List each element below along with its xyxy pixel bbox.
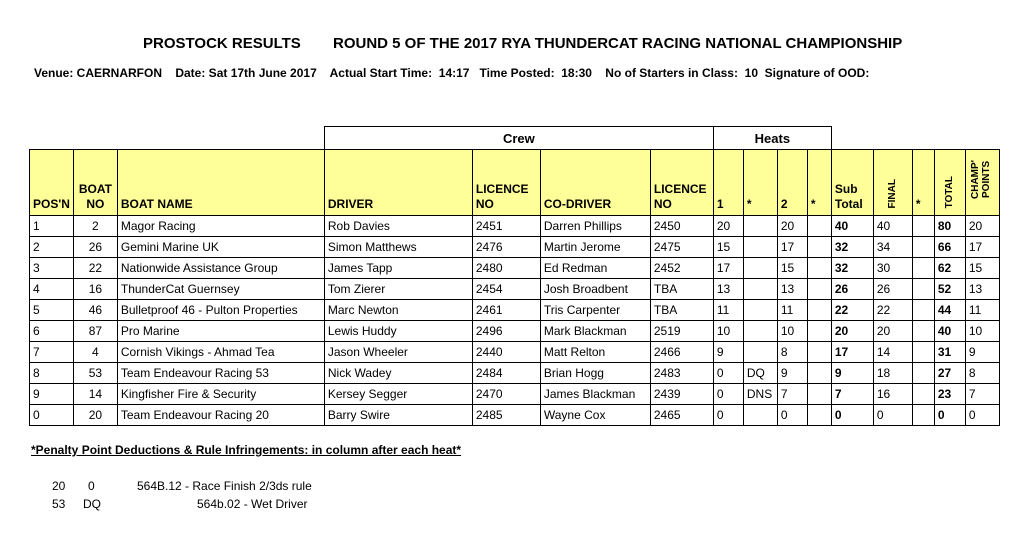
cell-final: 14 [873, 342, 912, 363]
cell-boat-no: 53 [73, 363, 117, 384]
cell-codriver: Brian Hogg [540, 363, 650, 384]
cell-h1: 0 [713, 363, 743, 384]
cell-s1 [743, 342, 777, 363]
cell-licence2: 2450 [650, 216, 713, 237]
penalty-boat: 53 [52, 497, 66, 511]
cell-final: 30 [873, 258, 912, 279]
cell-champ: 8 [965, 363, 999, 384]
cell-total: 27 [934, 363, 965, 384]
cell-pos: 1 [30, 216, 74, 237]
event-meta-line: Venue: CAERNARFON Date: Sat 17th June 2017 Actual Start Time: 14:17 Time Posted: 18:30 No of Starters in Class: 10 Signature of OOD: [34, 66, 870, 80]
cell-s3 [912, 279, 934, 300]
cell-champ: 7 [965, 384, 999, 405]
cell-h1: 20 [713, 216, 743, 237]
cell-champ: 15 [965, 258, 999, 279]
cell-s3 [912, 237, 934, 258]
table-row [30, 216, 1000, 237]
cell-licence1: 2485 [472, 405, 540, 426]
cell-boat-no: 26 [73, 237, 117, 258]
cell-licence1: 2470 [472, 384, 540, 405]
cell-boat-name: Bulletproof 46 - Pulton Properties [117, 300, 324, 321]
cell-boat-name: Team Endeavour Racing 20 [117, 405, 324, 426]
cell-boat-no: 14 [73, 384, 117, 405]
cell-champ: 9 [965, 342, 999, 363]
group-header-row [30, 127, 1000, 150]
cell-driver: Simon Matthews [324, 237, 472, 258]
cell-subtotal: 20 [831, 321, 873, 342]
col-subtotal: Sub Total [831, 150, 873, 216]
cell-s2 [807, 405, 831, 426]
cell-total: 31 [934, 342, 965, 363]
cell-pos: 9 [30, 384, 74, 405]
cell-s2 [807, 384, 831, 405]
cell-final: 26 [873, 279, 912, 300]
cell-total: 23 [934, 384, 965, 405]
cell-h2: 9 [777, 363, 807, 384]
table-row [30, 405, 1000, 426]
cell-pos: 4 [30, 279, 74, 300]
cell-driver: Marc Newton [324, 300, 472, 321]
cell-codriver: Mark Blackman [540, 321, 650, 342]
cell-s1: DQ [743, 363, 777, 384]
cell-h2: 7 [777, 384, 807, 405]
cell-licence1: 2461 [472, 300, 540, 321]
cell-codriver: Josh Broadbent [540, 279, 650, 300]
title-right: ROUND 5 OF THE 2017 RYA THUNDERCAT RACING NATIONAL CHAMPIONSHIP [333, 35, 903, 52]
cell-h1: 15 [713, 237, 743, 258]
cell-licence2: 2466 [650, 342, 713, 363]
column-header-row [30, 150, 1000, 216]
cell-s3 [912, 405, 934, 426]
cell-h2: 8 [777, 342, 807, 363]
cell-licence1: 2476 [472, 237, 540, 258]
cell-s1 [743, 321, 777, 342]
cell-final: 0 [873, 405, 912, 426]
cell-licence1: 2454 [472, 279, 540, 300]
cell-h1: 13 [713, 279, 743, 300]
cell-boat-no: 16 [73, 279, 117, 300]
cell-s1: DNS [743, 384, 777, 405]
cell-boat-name: Magor Racing [117, 216, 324, 237]
cell-pos: 0 [30, 405, 74, 426]
cell-pos: 2 [30, 237, 74, 258]
col-driver: DRIVER [324, 150, 472, 216]
cell-licence1: 2480 [472, 258, 540, 279]
results-table [29, 126, 1000, 426]
cell-codriver: Matt Relton [540, 342, 650, 363]
cell-total: 40 [934, 321, 965, 342]
col-co-driver: CO-DRIVER [540, 150, 650, 216]
cell-driver: Nick Wadey [324, 363, 472, 384]
cell-total: 52 [934, 279, 965, 300]
col-heat-2: 2 [777, 150, 807, 216]
cell-h2: 13 [777, 279, 807, 300]
cell-licence2: 2452 [650, 258, 713, 279]
title-left: PROSTOCK RESULTS [143, 35, 301, 52]
cell-h2: 15 [777, 258, 807, 279]
cell-total: 0 [934, 405, 965, 426]
cell-subtotal: 26 [831, 279, 873, 300]
cell-boat-no: 87 [73, 321, 117, 342]
cell-total: 62 [934, 258, 965, 279]
cell-champ: 10 [965, 321, 999, 342]
cell-driver: Jason Wheeler [324, 342, 472, 363]
cell-licence2: 2465 [650, 405, 713, 426]
cell-licence1: 2451 [472, 216, 540, 237]
col-heat-2-penalty: * [807, 150, 831, 216]
cell-boat-no: 46 [73, 300, 117, 321]
cell-licence2: 2519 [650, 321, 713, 342]
cell-subtotal: 32 [831, 258, 873, 279]
cell-subtotal: 7 [831, 384, 873, 405]
cell-h1: 0 [713, 384, 743, 405]
cell-boat-name: Gemini Marine UK [117, 237, 324, 258]
penalty-rule: 564b.02 - Wet Driver [197, 497, 308, 511]
cell-driver: Tom Zierer [324, 279, 472, 300]
cell-s1 [743, 216, 777, 237]
cell-pos: 5 [30, 300, 74, 321]
cell-s3 [912, 300, 934, 321]
cell-s2 [807, 342, 831, 363]
cell-final: 16 [873, 384, 912, 405]
cell-subtotal: 40 [831, 216, 873, 237]
cell-final: 20 [873, 321, 912, 342]
cell-subtotal: 32 [831, 237, 873, 258]
cell-driver: Rob Davies [324, 216, 472, 237]
cell-total: 80 [934, 216, 965, 237]
cell-codriver: Martin Jerome [540, 237, 650, 258]
cell-total: 44 [934, 300, 965, 321]
table-row [30, 321, 1000, 342]
cell-codriver: Darren Phillips [540, 216, 650, 237]
cell-champ: 0 [965, 405, 999, 426]
cell-codriver: Ed Redman [540, 258, 650, 279]
cell-s1 [743, 279, 777, 300]
cell-h1: 9 [713, 342, 743, 363]
cell-boat-no: 4 [73, 342, 117, 363]
cell-driver: James Tapp [324, 258, 472, 279]
cell-subtotal: 0 [831, 405, 873, 426]
cell-licence2: 2475 [650, 237, 713, 258]
cell-licence2: 2439 [650, 384, 713, 405]
table-row [30, 237, 1000, 258]
cell-licence1: 2484 [472, 363, 540, 384]
cell-pos: 6 [30, 321, 74, 342]
cell-h2: 17 [777, 237, 807, 258]
cell-final: 22 [873, 300, 912, 321]
penalty-boat: 20 [52, 479, 66, 493]
cell-s2 [807, 216, 831, 237]
cell-s2 [807, 237, 831, 258]
cell-s3 [912, 216, 934, 237]
cell-subtotal: 9 [831, 363, 873, 384]
cell-boat-name: Nationwide Assistance Group [117, 258, 324, 279]
cell-h1: 11 [713, 300, 743, 321]
cell-s1 [743, 300, 777, 321]
cell-s2 [807, 321, 831, 342]
cell-s1 [743, 237, 777, 258]
cell-h1: 0 [713, 405, 743, 426]
table-row [30, 342, 1000, 363]
table-row [30, 384, 1000, 405]
cell-subtotal: 22 [831, 300, 873, 321]
col-heat-1: 1 [713, 150, 743, 216]
cell-boat-no: 20 [73, 405, 117, 426]
penalty-code: DQ [83, 497, 101, 511]
cell-s3 [912, 321, 934, 342]
cell-s3 [912, 258, 934, 279]
cell-pos: 8 [30, 363, 74, 384]
col-pos: POS'N [30, 150, 74, 216]
cell-driver: Lewis Huddy [324, 321, 472, 342]
penalty-rule: 564B.12 - Race Finish 2/3ds rule [137, 479, 312, 493]
col-boat-no: BOAT NO [73, 150, 117, 216]
cell-s3 [912, 342, 934, 363]
cell-boat-name: Team Endeavour Racing 53 [117, 363, 324, 384]
cell-h2: 20 [777, 216, 807, 237]
cell-licence2: TBA [650, 300, 713, 321]
cell-codriver: Tris Carpenter [540, 300, 650, 321]
table-row [30, 300, 1000, 321]
col-licence-no: LICENCE NO [472, 150, 540, 216]
cell-boat-name: ThunderCat Guernsey [117, 279, 324, 300]
cell-driver: Kersey Segger [324, 384, 472, 405]
table-row [30, 279, 1000, 300]
table-row [30, 258, 1000, 279]
cell-codriver: Wayne Cox [540, 405, 650, 426]
cell-final: 40 [873, 216, 912, 237]
cell-h1: 10 [713, 321, 743, 342]
cell-h2: 10 [777, 321, 807, 342]
cell-s2 [807, 279, 831, 300]
cell-h2: 0 [777, 405, 807, 426]
cell-h2: 11 [777, 300, 807, 321]
cell-licence2: TBA [650, 279, 713, 300]
cell-licence1: 2440 [472, 342, 540, 363]
cell-s3 [912, 363, 934, 384]
cell-pos: 3 [30, 258, 74, 279]
cell-subtotal: 17 [831, 342, 873, 363]
cell-driver: Barry Swire [324, 405, 472, 426]
cell-total: 66 [934, 237, 965, 258]
col-final-penalty: * [912, 150, 934, 216]
cell-h1: 17 [713, 258, 743, 279]
cell-pos: 7 [30, 342, 74, 363]
cell-boat-name: Kingfisher Fire & Security [117, 384, 324, 405]
col-codriver-licence-no: LICENCE NO [650, 150, 713, 216]
cell-s3 [912, 384, 934, 405]
cell-boat-name: Pro Marine [117, 321, 324, 342]
cell-champ: 20 [965, 216, 999, 237]
penalty-heading: *Penalty Point Deductions & Rule Infringements: in column after each heat* [31, 443, 462, 457]
cell-s2 [807, 363, 831, 384]
table-row [30, 363, 1000, 384]
penalty-code: 0 [88, 479, 95, 493]
cell-champ: 17 [965, 237, 999, 258]
cell-codriver: James Blackman [540, 384, 650, 405]
cell-s1 [743, 405, 777, 426]
col-final: FINAL [887, 178, 899, 208]
col-boat-name: BOAT NAME [117, 150, 324, 216]
cell-boat-no: 2 [73, 216, 117, 237]
cell-licence2: 2483 [650, 363, 713, 384]
cell-champ: 11 [965, 300, 999, 321]
cell-s1 [743, 258, 777, 279]
cell-boat-name: Cornish Vikings - Ahmad Tea [117, 342, 324, 363]
crew-group-header: Crew [324, 127, 713, 150]
col-champ-points: CHAMP' POINTS [970, 159, 993, 199]
cell-s2 [807, 300, 831, 321]
cell-boat-no: 22 [73, 258, 117, 279]
heats-group-header: Heats [713, 127, 831, 150]
cell-final: 18 [873, 363, 912, 384]
cell-s2 [807, 258, 831, 279]
cell-champ: 13 [965, 279, 999, 300]
col-heat-1-penalty: * [743, 150, 777, 216]
col-total: TOTAL [944, 175, 956, 208]
cell-licence1: 2496 [472, 321, 540, 342]
cell-final: 34 [873, 237, 912, 258]
